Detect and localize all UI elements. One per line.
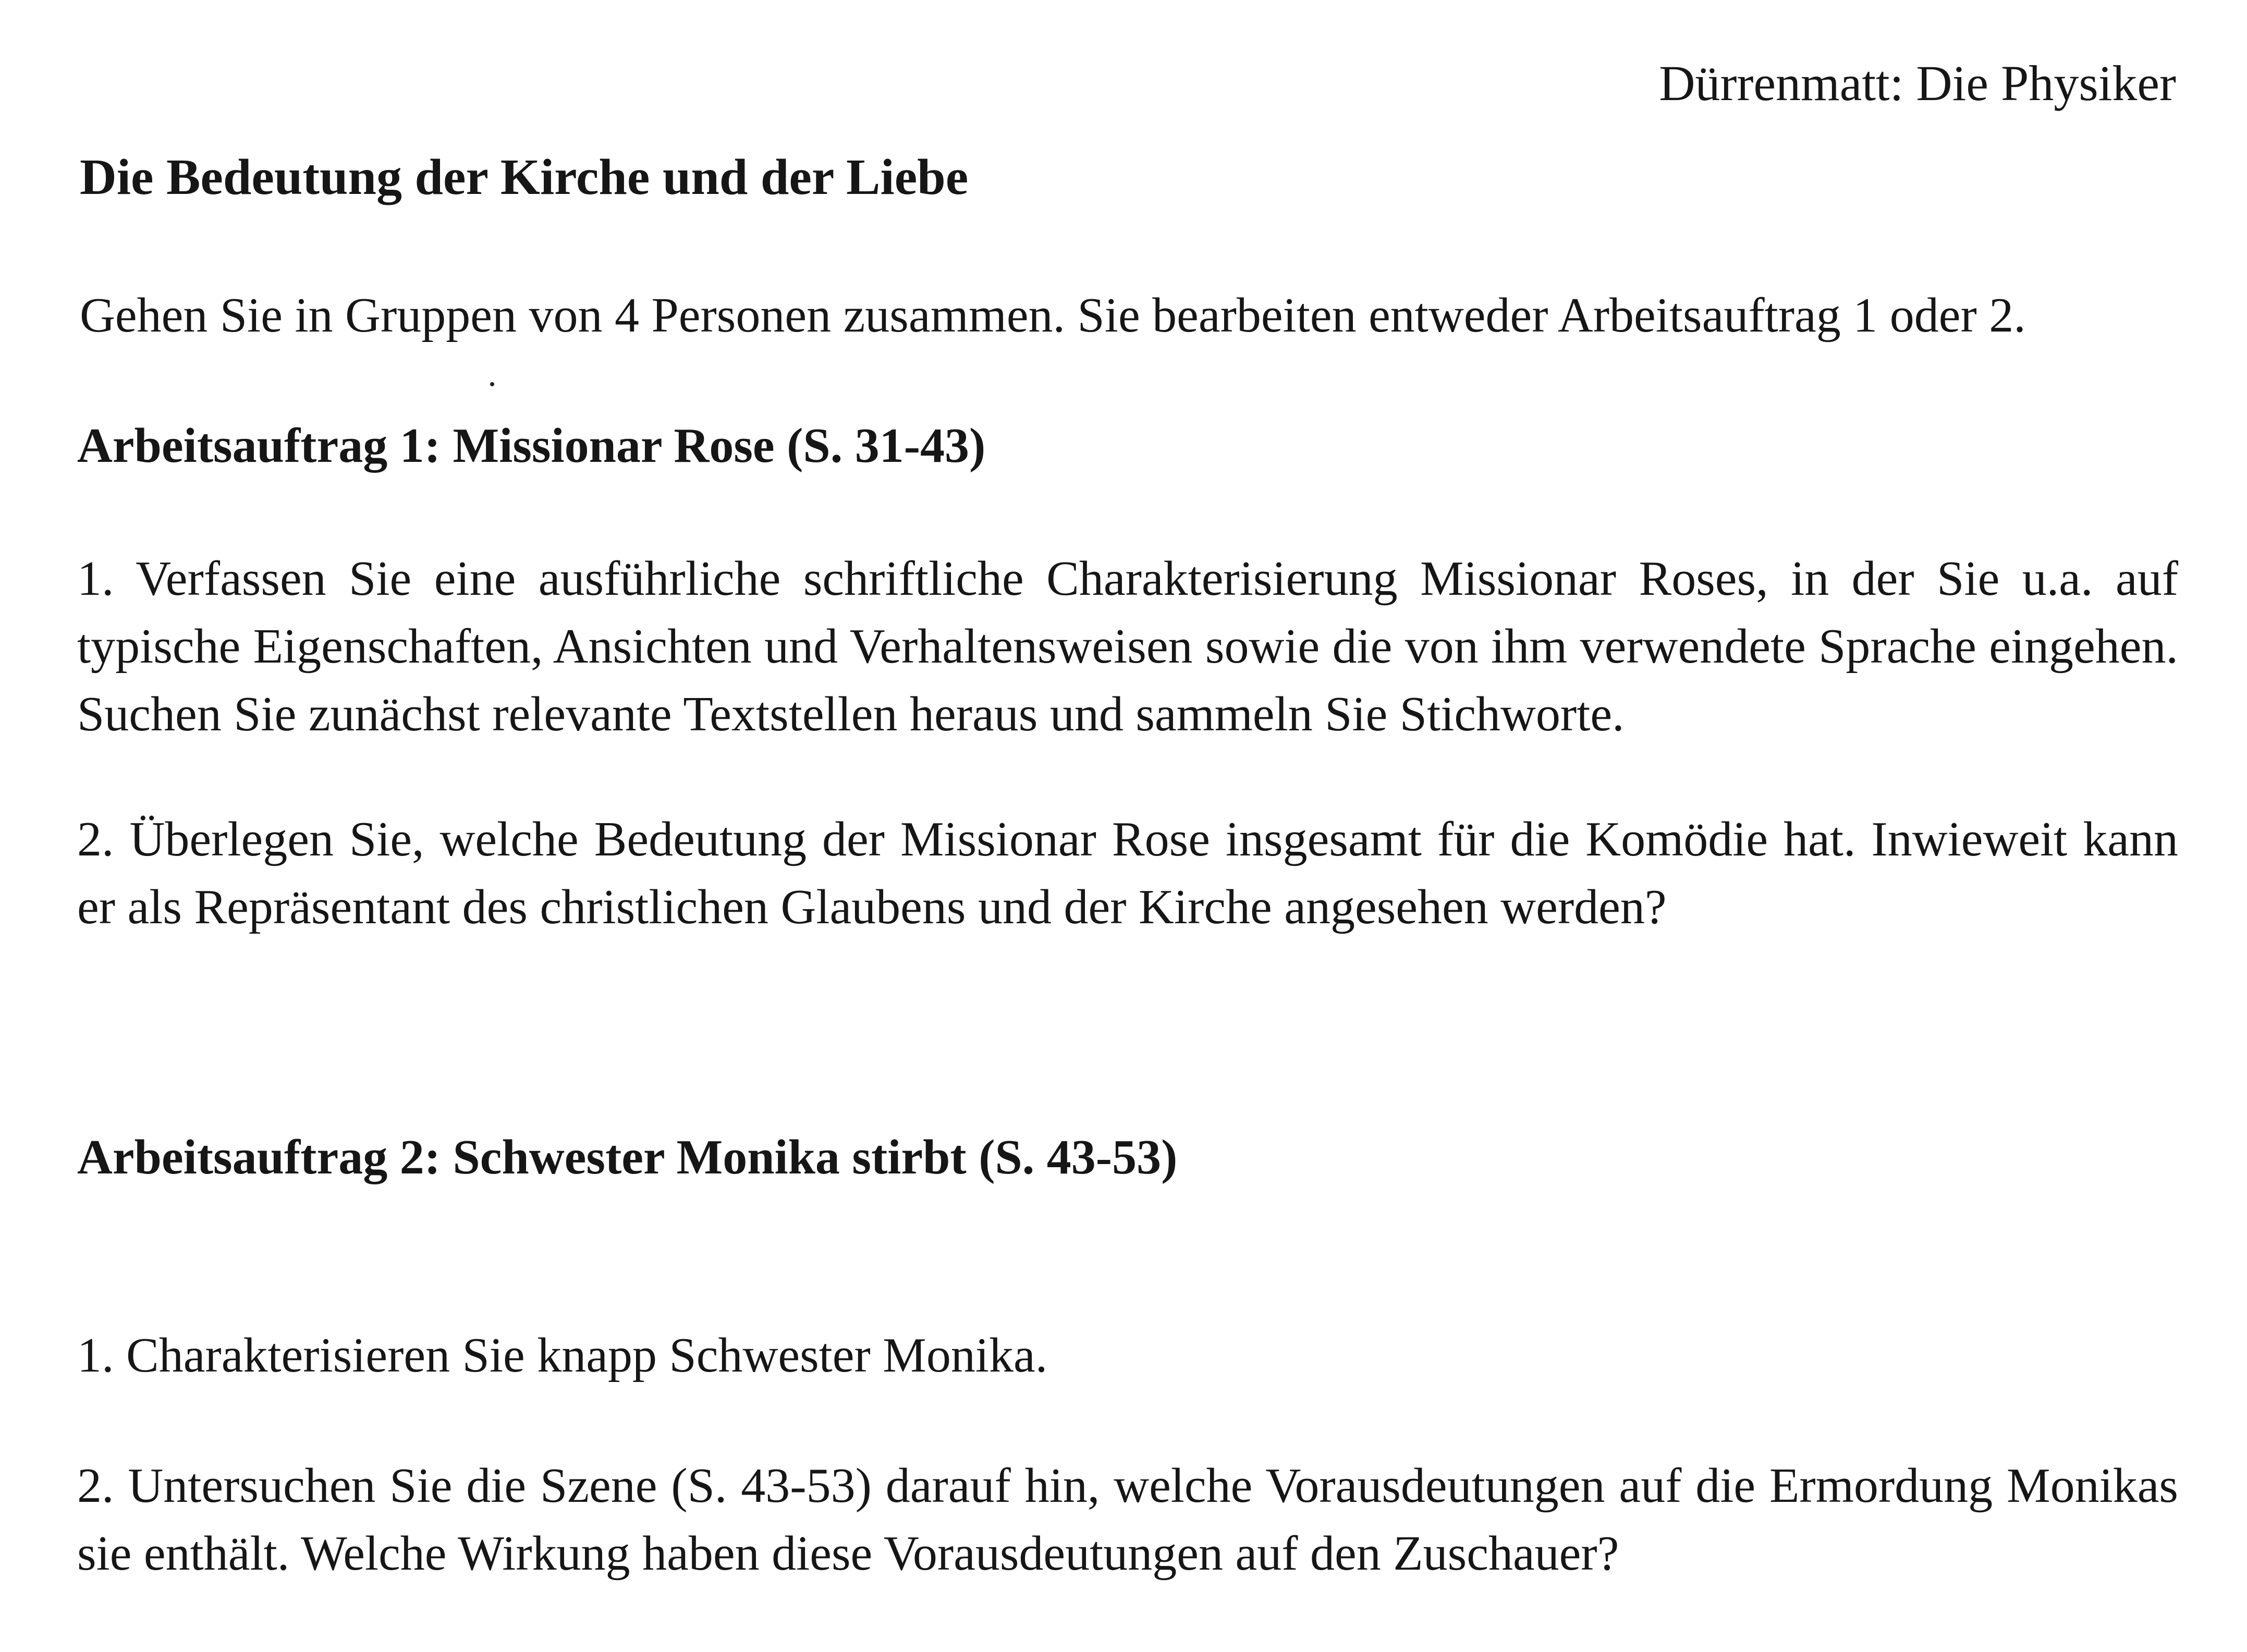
task-2-item-2: 2. Untersuchen Sie die Szene (S. 43-53) darauf hin, welche Vorausdeutungen auf die Ermordung Monikas sie enthält. Welche Wirkung haben diese Vorausdeutungen auf den Zuschauer? (77, 1459, 2178, 1581)
task-1-item-2: 2. Überlegen Sie, welche Bedeutung der Missionar Rose insgesamt für die Komödie hat. Inwieweit kann er als Repräsentant des christlichen Glaubens und der Kirche angesehen werden? (77, 812, 2178, 934)
intro-instructions: Gehen Sie in Gruppen von 4 Personen zusammen. Sie bearbeiten entweder Arbeitsauftrag 1 oder 2. (80, 288, 2026, 342)
task-2-item-1: 1. Charakterisieren Sie knapp Schwester Monika. (77, 1328, 1048, 1382)
task-2-heading: Arbeitsauftrag 2: Schwester Monika stirbt (S. 43-53) (77, 1130, 1178, 1184)
task-1-item-1: 1. Verfassen Sie eine ausführliche schriftliche Charakterisierung Missionar Roses, in der Sie u.a. auf typische Eigenschaften, Ansichten und Verhaltensweisen sowie die von ihm verwendete Sprache eingehen. Suchen Sie zunächst relevante Textstellen heraus und sammeln Sie Stichworte. (77, 552, 2178, 741)
task-1-heading: Arbeitsauftrag 1: Missionar Rose (S. 31-43) (77, 419, 986, 473)
scan-speck (490, 382, 494, 386)
document-header: Dürrenmatt: Die Physiker (1659, 55, 2176, 111)
page-title: Die Bedeutung der Kirche und der Liebe (80, 149, 969, 205)
